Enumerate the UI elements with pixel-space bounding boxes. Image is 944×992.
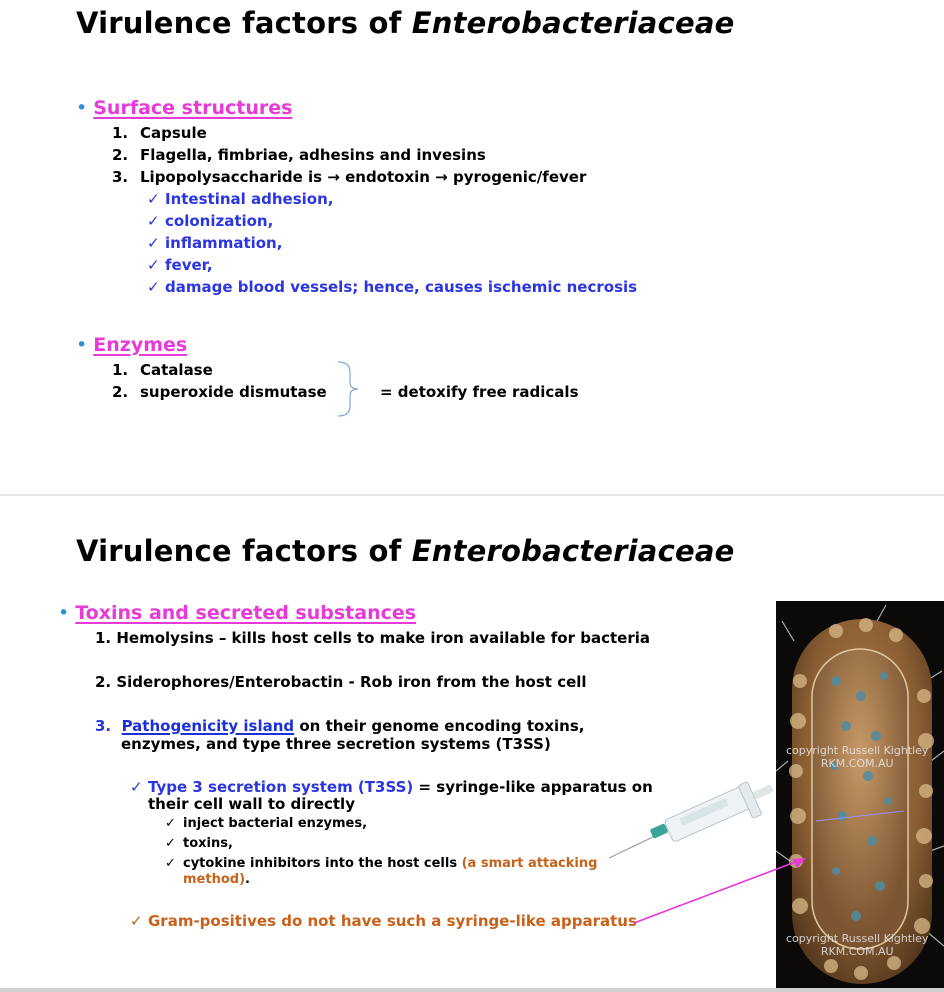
bullet-icon: • bbox=[76, 97, 94, 119]
list-item: 1. Capsule bbox=[112, 124, 207, 142]
bacterium-image bbox=[776, 601, 944, 992]
list-item: 3. Pathogenicity island on their genome encoding toxins, bbox=[95, 717, 585, 735]
check-item-continued: method). bbox=[183, 872, 250, 887]
list-item-continued: enzymes, and type three secretion systems (T3SS) bbox=[121, 735, 551, 753]
checkmark-icon: ✓ bbox=[147, 234, 160, 252]
check-item: ✓ Intestinal adhesion, bbox=[147, 190, 334, 208]
list-item: 1. Catalase bbox=[112, 361, 213, 379]
checkmark-icon: ✓ bbox=[147, 256, 160, 274]
list-item: 2. Flagella, fimbriae, adhesins and invesins bbox=[112, 146, 486, 164]
list-item: 1. Hemolysins – kills host cells to make iron available for bacteria bbox=[95, 629, 650, 647]
watermark: copyright Russell Kightley RKM.COM.AU bbox=[786, 744, 929, 770]
bullet-icon: • bbox=[76, 334, 94, 356]
brace-icon bbox=[336, 360, 366, 418]
enzymes-heading: • Enzymes bbox=[76, 334, 188, 356]
checkmark-icon: ✓ bbox=[165, 856, 176, 871]
slide-1-title: Virulence factors of Enterobacteriaceae bbox=[76, 6, 735, 40]
detoxify-text: = detoxify free radicals bbox=[380, 383, 579, 401]
checkmark-icon: ✓ bbox=[147, 190, 160, 208]
list-item: 2. Siderophores/Enterobactin - Rob iron from the host cell bbox=[95, 673, 587, 691]
t3ss-item-continued: their cell wall to directly bbox=[148, 795, 355, 813]
check-item: ✓ inflammation, bbox=[147, 234, 283, 252]
gram-positive-note: ✓ Gram-positives do not have such a syringe-like apparatus bbox=[130, 912, 637, 930]
check-item: ✓ toxins, bbox=[165, 836, 233, 851]
checkmark-icon: ✓ bbox=[147, 278, 160, 296]
watermark: copyright Russell Kightley RKM.COM.AU bbox=[786, 932, 929, 958]
list-item: 3. Lipopolysaccharide is → endotoxin → pyrogenic/fever bbox=[112, 168, 587, 186]
syringe-icon bbox=[605, 778, 780, 862]
checkmark-icon: ✓ bbox=[165, 816, 176, 831]
t3ss-item: ✓ Type 3 secretion system (T3SS) = syringe-like apparatus on bbox=[130, 778, 653, 796]
checkmark-icon: ✓ bbox=[147, 212, 160, 230]
bullet-icon: • bbox=[58, 602, 76, 624]
bottom-scrollbar[interactable] bbox=[0, 988, 944, 992]
slide-1 bbox=[0, 0, 944, 494]
check-item: ✓ inject bacterial enzymes, bbox=[165, 816, 368, 831]
checkmark-icon: ✓ bbox=[130, 778, 143, 796]
check-item: ✓ colonization, bbox=[147, 212, 274, 230]
check-item: ✓ damage blood vessels; hence, causes ischemic necrosis bbox=[147, 278, 638, 296]
slide-2-title: Virulence factors of Enterobacteriaceae bbox=[76, 534, 735, 568]
list-item: 2. superoxide dismutase bbox=[112, 383, 327, 401]
pathogenicity-island-link[interactable]: Pathogenicity island bbox=[121, 717, 295, 735]
checkmark-icon: ✓ bbox=[165, 836, 176, 851]
toxins-heading: • Toxins and secreted substances bbox=[58, 602, 417, 624]
arrow-icon bbox=[630, 855, 810, 930]
check-item: ✓ fever, bbox=[147, 256, 213, 274]
surface-structures-heading: • Surface structures bbox=[76, 97, 293, 119]
check-item: ✓ cytokine inhibitors into the host cells (a smart attacking bbox=[165, 856, 598, 871]
checkmark-icon: ✓ bbox=[130, 912, 143, 930]
